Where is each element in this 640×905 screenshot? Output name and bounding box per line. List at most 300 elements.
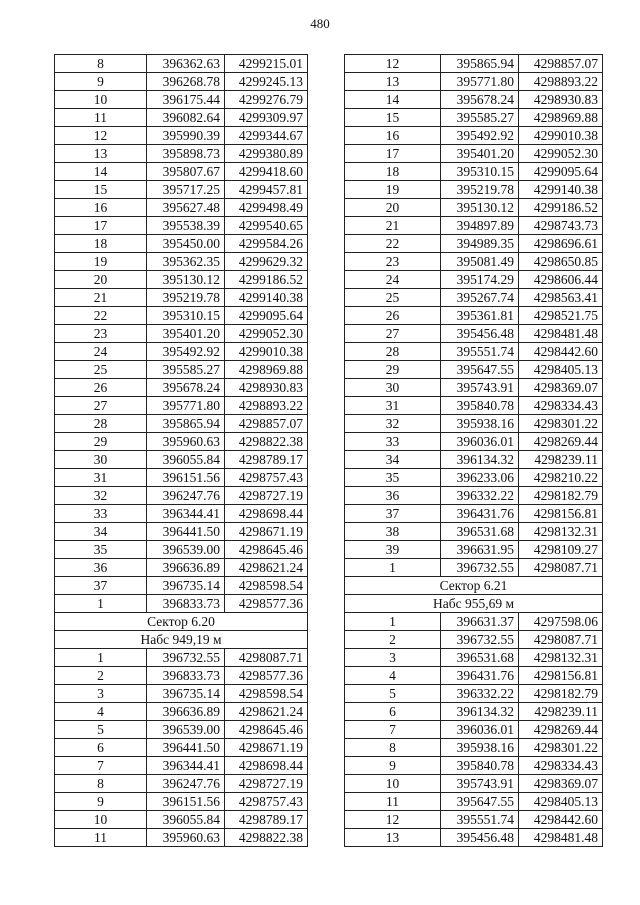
- point-number: 10: [55, 91, 147, 109]
- point-number: 24: [345, 271, 441, 289]
- coord-y: 4298789.17: [225, 811, 308, 829]
- coord-y: 4299095.64: [519, 163, 603, 181]
- coord-y: 4298369.07: [519, 379, 603, 397]
- sector-area-row: [345, 595, 603, 613]
- coord-y: 4298369.07: [519, 775, 603, 793]
- table-row: [345, 811, 603, 829]
- coord-y: 4298109.27: [519, 541, 603, 559]
- point-number: 10: [55, 811, 147, 829]
- coord-x: 395310.15: [147, 307, 225, 325]
- coord-x: 395362.35: [147, 253, 225, 271]
- coord-y: 4298301.22: [519, 415, 603, 433]
- table-row: [345, 613, 603, 631]
- point-number: 9: [55, 793, 147, 811]
- coord-y: 4298442.60: [519, 811, 603, 829]
- table-row: [55, 811, 308, 829]
- coord-x: 395551.74: [441, 343, 519, 361]
- coord-x: 395990.39: [147, 127, 225, 145]
- coord-x: 395361.81: [441, 307, 519, 325]
- point-number: 33: [55, 505, 147, 523]
- point-number: 28: [55, 415, 147, 433]
- point-number: 4: [55, 703, 147, 721]
- coord-x: 395130.12: [147, 271, 225, 289]
- coord-y: 4298481.48: [519, 325, 603, 343]
- point-number: 2: [55, 667, 147, 685]
- point-number: 9: [345, 757, 441, 775]
- table-row: [55, 91, 308, 109]
- point-number: 21: [345, 217, 441, 235]
- coord-x: 396036.01: [441, 721, 519, 739]
- point-number: 31: [345, 397, 441, 415]
- coord-y: 4298156.81: [519, 505, 603, 523]
- table-row: [345, 109, 603, 127]
- point-number: 38: [345, 523, 441, 541]
- coord-y: 4298577.36: [225, 667, 308, 685]
- coord-x: 396732.55: [147, 649, 225, 667]
- coord-y: 4298563.41: [519, 289, 603, 307]
- sector-area-row: [55, 631, 308, 649]
- coord-x: 395310.15: [441, 163, 519, 181]
- point-number: 11: [55, 109, 147, 127]
- point-number: 13: [345, 829, 441, 847]
- coord-x: 395130.12: [441, 199, 519, 217]
- point-number: 22: [55, 307, 147, 325]
- table-row: [345, 523, 603, 541]
- coord-y: 4298481.48: [519, 829, 603, 847]
- table-row: [345, 559, 603, 577]
- point-number: 4: [345, 667, 441, 685]
- point-number: 35: [345, 469, 441, 487]
- point-number: 13: [345, 73, 441, 91]
- coord-x: 396175.44: [147, 91, 225, 109]
- coord-x: 396441.50: [147, 523, 225, 541]
- point-number: 7: [55, 757, 147, 775]
- coord-y: 4298696.61: [519, 235, 603, 253]
- table-row: [345, 73, 603, 91]
- table-row: [345, 379, 603, 397]
- point-number: 12: [345, 55, 441, 73]
- table-row: [345, 397, 603, 415]
- table-row: [55, 289, 308, 307]
- coord-y: 4299215.01: [225, 55, 308, 73]
- point-number: 29: [55, 433, 147, 451]
- sector-area: Набс 949,19 м: [55, 631, 308, 649]
- coord-y: 4299498.49: [225, 199, 308, 217]
- point-number: 22: [345, 235, 441, 253]
- coord-x: 395081.49: [441, 253, 519, 271]
- coord-y: 4299457.81: [225, 181, 308, 199]
- coord-y: 4298930.83: [519, 91, 603, 109]
- table-row: [55, 109, 308, 127]
- coord-x: 396362.63: [147, 55, 225, 73]
- table-row: [55, 271, 308, 289]
- coord-y: 4298727.19: [225, 775, 308, 793]
- point-number: 26: [55, 379, 147, 397]
- table-row: [345, 793, 603, 811]
- point-number: 1: [345, 559, 441, 577]
- coord-y: 4298857.07: [519, 55, 603, 73]
- point-number: 14: [345, 91, 441, 109]
- table-row: [55, 829, 308, 847]
- table-row: [345, 667, 603, 685]
- table-row: [55, 343, 308, 361]
- point-number: 25: [345, 289, 441, 307]
- coord-x: 395492.92: [441, 127, 519, 145]
- point-number: 24: [55, 343, 147, 361]
- coord-x: 395771.80: [441, 73, 519, 91]
- sector-title: Сектор 6.20: [55, 613, 308, 631]
- point-number: 23: [345, 253, 441, 271]
- point-number: 23: [55, 325, 147, 343]
- coord-x: 396431.76: [441, 505, 519, 523]
- point-number: 8: [55, 55, 147, 73]
- coord-y: 4299186.52: [225, 271, 308, 289]
- coord-x: 396332.22: [441, 685, 519, 703]
- coord-x: 396055.84: [147, 811, 225, 829]
- coord-y: 4298822.38: [225, 433, 308, 451]
- coord-y: 4298645.46: [225, 721, 308, 739]
- table-row: [55, 325, 308, 343]
- coord-y: 4298334.43: [519, 397, 603, 415]
- table-row: [345, 199, 603, 217]
- point-number: 13: [55, 145, 147, 163]
- coord-y: 4298757.43: [225, 793, 308, 811]
- coord-x: 396268.78: [147, 73, 225, 91]
- coord-y: 4298698.44: [225, 757, 308, 775]
- point-number: 3: [345, 649, 441, 667]
- point-number: 11: [55, 829, 147, 847]
- table-row: [55, 505, 308, 523]
- table-row: [345, 253, 603, 271]
- coord-y: 4299140.38: [225, 289, 308, 307]
- coord-y: 4298239.11: [519, 703, 603, 721]
- table-row: [345, 55, 603, 73]
- point-number: 14: [55, 163, 147, 181]
- coord-x: 396833.73: [147, 667, 225, 685]
- coord-x: 395450.00: [147, 235, 225, 253]
- coord-x: 395960.63: [147, 829, 225, 847]
- point-number: 36: [345, 487, 441, 505]
- coord-y: 4298598.54: [225, 577, 308, 595]
- table-row: [345, 415, 603, 433]
- coord-y: 4299010.38: [519, 127, 603, 145]
- table-row: [55, 739, 308, 757]
- point-number: 19: [55, 253, 147, 271]
- point-number: 35: [55, 541, 147, 559]
- coord-x: 395267.74: [441, 289, 519, 307]
- table-row: [55, 181, 308, 199]
- coord-y: 4299380.89: [225, 145, 308, 163]
- coord-y: 4299095.64: [225, 307, 308, 325]
- point-number: 27: [55, 397, 147, 415]
- point-number: 1: [55, 595, 147, 613]
- point-number: 7: [345, 721, 441, 739]
- sector-title-row: [345, 577, 603, 595]
- table-row: [55, 253, 308, 271]
- table-row: [55, 73, 308, 91]
- table-row: [55, 397, 308, 415]
- table-row: [345, 271, 603, 289]
- coord-x: 395551.74: [441, 811, 519, 829]
- point-number: 12: [345, 811, 441, 829]
- coord-x: 395938.16: [441, 415, 519, 433]
- coord-x: 395585.27: [147, 361, 225, 379]
- coord-x: 396631.95: [441, 541, 519, 559]
- point-number: 8: [345, 739, 441, 757]
- coord-x: 395898.73: [147, 145, 225, 163]
- coord-x: 394989.35: [441, 235, 519, 253]
- table-row: [345, 145, 603, 163]
- table-row: [345, 469, 603, 487]
- table-row: [345, 289, 603, 307]
- coord-x: 395938.16: [441, 739, 519, 757]
- coord-y: 4299010.38: [225, 343, 308, 361]
- coord-y: 4299540.65: [225, 217, 308, 235]
- table-row: [55, 451, 308, 469]
- coord-y: 4298087.71: [519, 631, 603, 649]
- table-row: [55, 415, 308, 433]
- sector-title: Сектор 6.21: [345, 577, 603, 595]
- point-number: 1: [55, 649, 147, 667]
- coord-y: 4298893.22: [225, 397, 308, 415]
- coord-x: 396441.50: [147, 739, 225, 757]
- coord-y: 4298822.38: [225, 829, 308, 847]
- coord-x: 396735.14: [147, 577, 225, 595]
- coord-x: 396431.76: [441, 667, 519, 685]
- table-row: [345, 541, 603, 559]
- point-number: 36: [55, 559, 147, 577]
- point-number: 27: [345, 325, 441, 343]
- table-row: [345, 685, 603, 703]
- coord-x: 396134.32: [441, 703, 519, 721]
- coord-y: 4299052.30: [519, 145, 603, 163]
- point-number: 34: [55, 523, 147, 541]
- table-row: [55, 757, 308, 775]
- coord-y: 4299309.97: [225, 109, 308, 127]
- coord-x: 396344.41: [147, 505, 225, 523]
- coord-x: 395678.24: [441, 91, 519, 109]
- table-row: [55, 145, 308, 163]
- table-row: [345, 325, 603, 343]
- coord-x: 396332.22: [441, 487, 519, 505]
- table-row: [55, 235, 308, 253]
- table-row: [55, 559, 308, 577]
- coord-y: 4299186.52: [519, 199, 603, 217]
- table-row: [345, 181, 603, 199]
- coord-x: 396531.68: [441, 649, 519, 667]
- coord-y: 4297598.06: [519, 613, 603, 631]
- table-row: [345, 775, 603, 793]
- coord-x: 395678.24: [147, 379, 225, 397]
- point-number: 16: [55, 199, 147, 217]
- coord-y: 4298210.22: [519, 469, 603, 487]
- coord-y: 4299584.26: [225, 235, 308, 253]
- coord-x: 395456.48: [441, 829, 519, 847]
- coord-x: 396344.41: [147, 757, 225, 775]
- point-number: 19: [345, 181, 441, 199]
- coord-x: 396247.76: [147, 487, 225, 505]
- table-row: [55, 469, 308, 487]
- coord-y: 4298577.36: [225, 595, 308, 613]
- table-row: [345, 721, 603, 739]
- coord-y: 4298969.88: [225, 361, 308, 379]
- coord-y: 4298269.44: [519, 433, 603, 451]
- coord-x: 395865.94: [147, 415, 225, 433]
- coord-x: 396247.76: [147, 775, 225, 793]
- coord-y: 4299344.67: [225, 127, 308, 145]
- point-number: 30: [55, 451, 147, 469]
- point-number: 8: [55, 775, 147, 793]
- point-number: 20: [345, 199, 441, 217]
- table-row: [345, 649, 603, 667]
- table-row: [345, 451, 603, 469]
- coord-y: 4298132.31: [519, 523, 603, 541]
- coord-x: 396055.84: [147, 451, 225, 469]
- table-row: [345, 757, 603, 775]
- coord-y: 4298087.71: [519, 559, 603, 577]
- coord-x: 395219.78: [441, 181, 519, 199]
- coord-x: 396151.56: [147, 793, 225, 811]
- coordinates-table-left: [54, 54, 308, 847]
- table-row: [55, 685, 308, 703]
- coord-x: 396233.06: [441, 469, 519, 487]
- table-row: [55, 595, 308, 613]
- table-row: [345, 343, 603, 361]
- point-number: 25: [55, 361, 147, 379]
- point-number: 32: [55, 487, 147, 505]
- coord-y: 4298727.19: [225, 487, 308, 505]
- table-row: [55, 217, 308, 235]
- coord-y: 4299418.60: [225, 163, 308, 181]
- coord-y: 4298930.83: [225, 379, 308, 397]
- coord-y: 4298521.75: [519, 307, 603, 325]
- table-row: [55, 793, 308, 811]
- point-number: 15: [55, 181, 147, 199]
- point-number: 17: [55, 217, 147, 235]
- point-number: 9: [55, 73, 147, 91]
- point-number: 21: [55, 289, 147, 307]
- coord-x: 395401.20: [147, 325, 225, 343]
- point-number: 5: [55, 721, 147, 739]
- coord-x: 396151.56: [147, 469, 225, 487]
- table-row: [55, 163, 308, 181]
- coord-y: 4299245.13: [225, 73, 308, 91]
- table-row: [55, 721, 308, 739]
- page-number: 480: [310, 16, 330, 31]
- point-number: 2: [345, 631, 441, 649]
- point-number: 3: [55, 685, 147, 703]
- point-number: 16: [345, 127, 441, 145]
- coord-y: 4299276.79: [225, 91, 308, 109]
- point-number: 15: [345, 109, 441, 127]
- point-number: 18: [345, 163, 441, 181]
- point-number: 32: [345, 415, 441, 433]
- table-row: [345, 307, 603, 325]
- coord-y: 4299140.38: [519, 181, 603, 199]
- coord-x: 395585.27: [441, 109, 519, 127]
- point-number: 11: [345, 793, 441, 811]
- table-row: [55, 55, 308, 73]
- coord-y: 4298671.19: [225, 739, 308, 757]
- coord-x: 395743.91: [441, 775, 519, 793]
- table-row: [345, 361, 603, 379]
- table-row: [345, 235, 603, 253]
- coord-y: 4298621.24: [225, 559, 308, 577]
- point-number: 30: [345, 379, 441, 397]
- coord-x: 395960.63: [147, 433, 225, 451]
- coord-x: 395627.48: [147, 199, 225, 217]
- coord-y: 4298132.31: [519, 649, 603, 667]
- coord-x: 396036.01: [441, 433, 519, 451]
- coord-x: 395840.78: [441, 757, 519, 775]
- table-row: [345, 163, 603, 181]
- coord-y: 4298405.13: [519, 361, 603, 379]
- table-row: [55, 703, 308, 721]
- point-number: 29: [345, 361, 441, 379]
- sector-title-row: [55, 613, 308, 631]
- coord-x: 395807.67: [147, 163, 225, 181]
- table-row: [345, 487, 603, 505]
- point-number: 39: [345, 541, 441, 559]
- table-row: [345, 127, 603, 145]
- point-number: 6: [55, 739, 147, 757]
- table-row: [345, 703, 603, 721]
- table-row: [55, 577, 308, 595]
- point-number: 37: [55, 577, 147, 595]
- coord-y: 4298182.79: [519, 487, 603, 505]
- coord-y: 4298893.22: [519, 73, 603, 91]
- coord-y: 4298789.17: [225, 451, 308, 469]
- table-row: [55, 361, 308, 379]
- table-row: [345, 739, 603, 757]
- point-number: 17: [345, 145, 441, 163]
- coord-y: 4299052.30: [225, 325, 308, 343]
- coord-y: 4298645.46: [225, 541, 308, 559]
- coord-y: 4298757.43: [225, 469, 308, 487]
- coord-x: 395771.80: [147, 397, 225, 415]
- coord-x: 395219.78: [147, 289, 225, 307]
- coord-x: 396539.00: [147, 541, 225, 559]
- coord-x: 396531.68: [441, 523, 519, 541]
- coord-x: 396539.00: [147, 721, 225, 739]
- coord-y: 4298621.24: [225, 703, 308, 721]
- coord-x: 396732.55: [441, 559, 519, 577]
- coord-x: 396631.37: [441, 613, 519, 631]
- point-number: 31: [55, 469, 147, 487]
- table-row: [55, 775, 308, 793]
- coord-x: 396636.89: [147, 703, 225, 721]
- coord-y: 4298969.88: [519, 109, 603, 127]
- table-row: [345, 91, 603, 109]
- point-number: 33: [345, 433, 441, 451]
- coord-y: 4299629.32: [225, 253, 308, 271]
- point-number: 1: [345, 613, 441, 631]
- coord-y: 4298442.60: [519, 343, 603, 361]
- coord-x: 396735.14: [147, 685, 225, 703]
- point-number: 20: [55, 271, 147, 289]
- coord-y: 4298650.85: [519, 253, 603, 271]
- coord-y: 4298671.19: [225, 523, 308, 541]
- table-row: [55, 649, 308, 667]
- coord-y: 4298698.44: [225, 505, 308, 523]
- coord-x: 394897.89: [441, 217, 519, 235]
- coord-y: 4298087.71: [225, 649, 308, 667]
- table-row: [55, 433, 308, 451]
- point-number: 26: [345, 307, 441, 325]
- coord-y: 4298598.54: [225, 685, 308, 703]
- coord-x: 395401.20: [441, 145, 519, 163]
- coord-x: 395538.39: [147, 217, 225, 235]
